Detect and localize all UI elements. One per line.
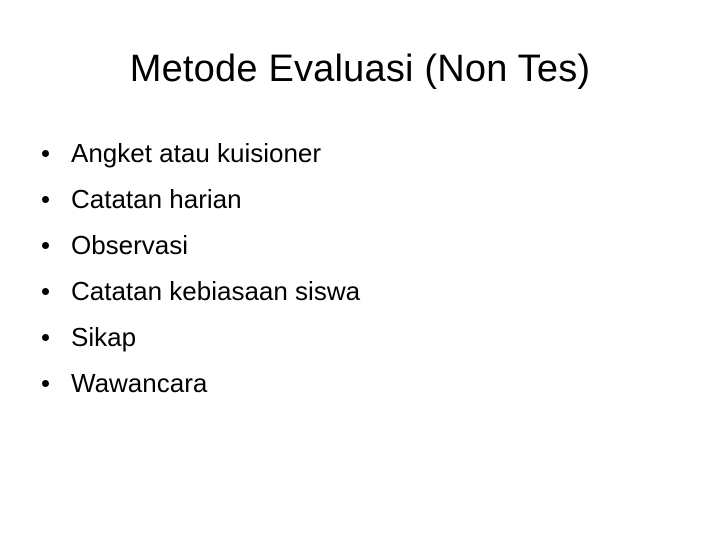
- bullet-icon: [42, 150, 49, 157]
- bullet-text: Observasi: [71, 230, 189, 260]
- bullet-item: [42, 222, 360, 268]
- bullet-item: [42, 130, 360, 176]
- bullet-icon: [42, 380, 49, 387]
- bullet-icon: [42, 242, 49, 249]
- bullet-item: [42, 176, 360, 222]
- bullet-icon: [42, 334, 49, 341]
- bullet-text: Angket atau kuisioner: [71, 138, 322, 168]
- bullet-item: [42, 360, 360, 406]
- bullet-item: [42, 314, 360, 360]
- bullet-list: [42, 130, 360, 406]
- bullet-item: [42, 268, 360, 314]
- slide-title: Metode Evaluasi (Non Tes): [129, 48, 591, 90]
- bullet-text: Wawancara: [71, 368, 208, 398]
- bullet-icon: [42, 196, 49, 203]
- bullet-text: Catatan harian: [71, 184, 242, 214]
- bullet-text: Sikap: [71, 322, 137, 352]
- bullet-icon: [42, 288, 49, 295]
- bullet-text: Catatan kebiasaan siswa: [71, 276, 361, 306]
